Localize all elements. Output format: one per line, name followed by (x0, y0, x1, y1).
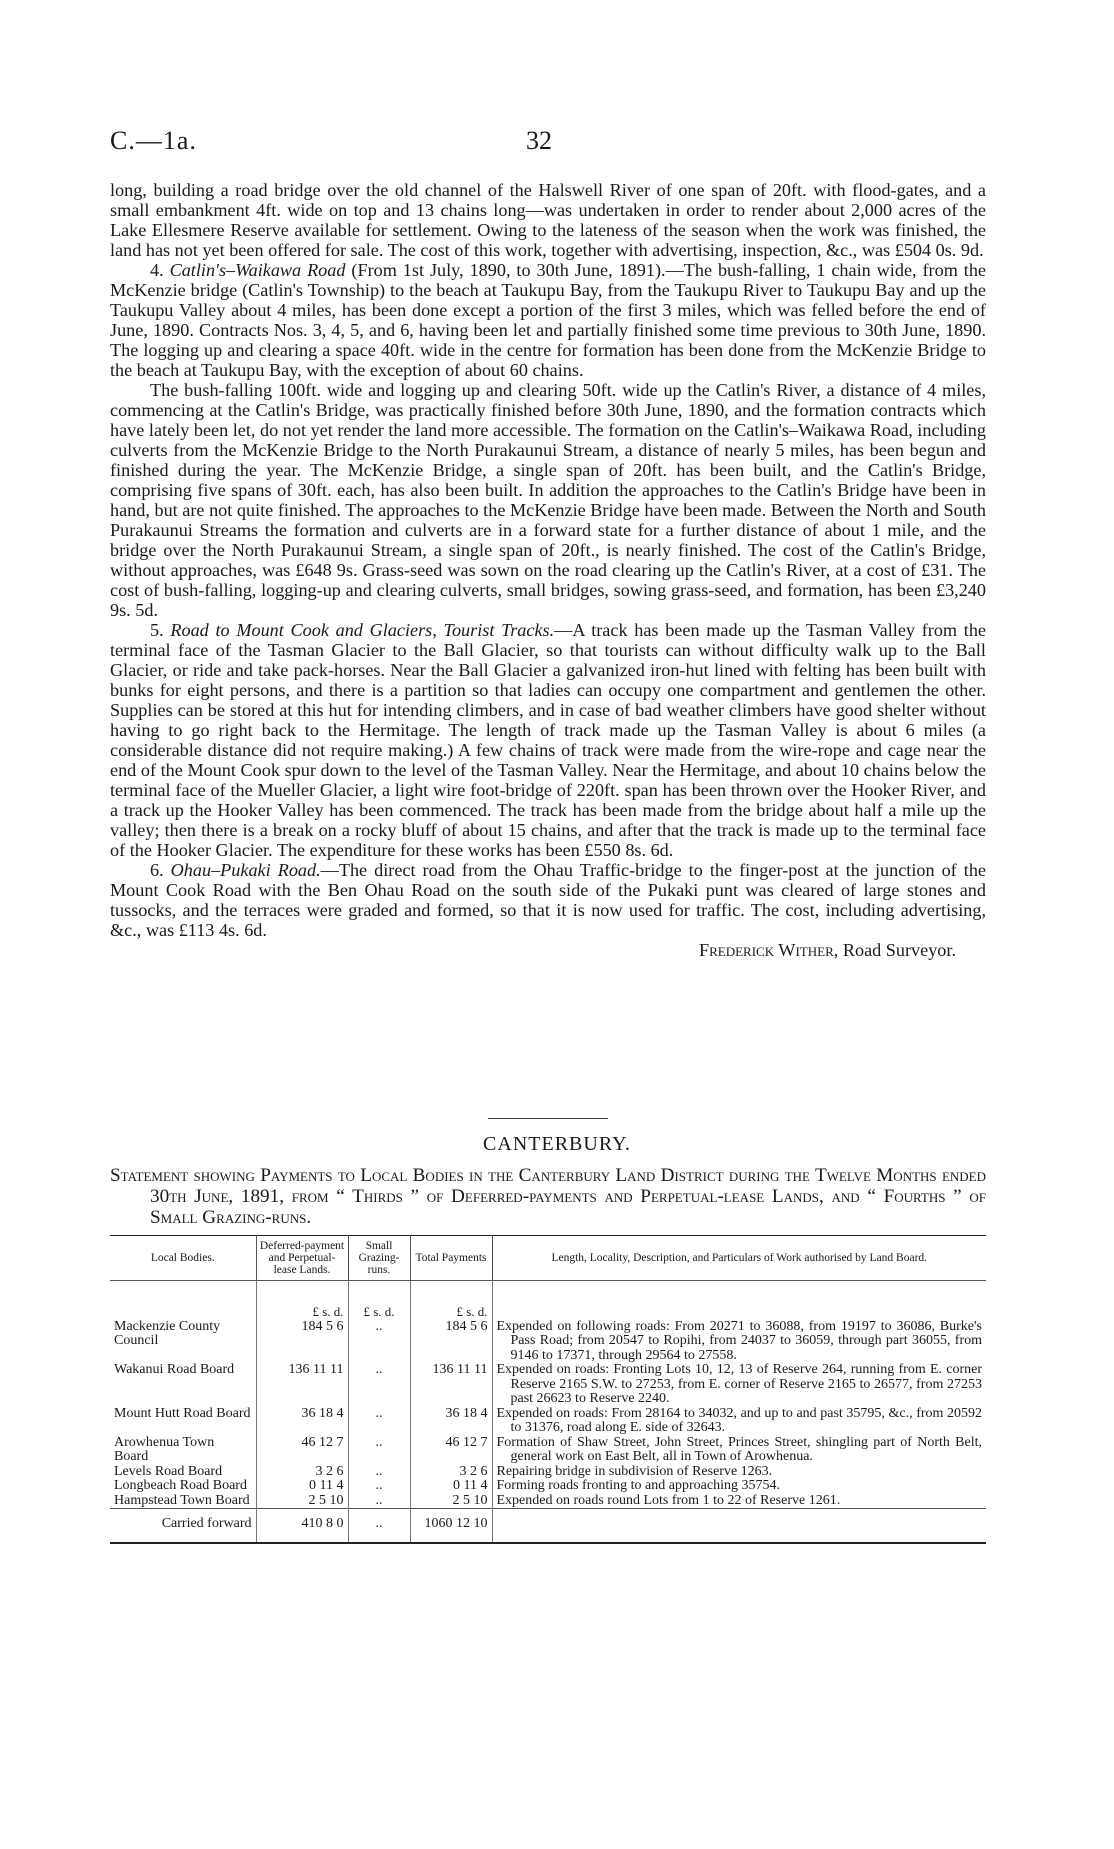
carried-forward-label: Carried forward (110, 1509, 256, 1543)
paragraph-halswell: long, building a road bridge over the old channel of the Halswell River of one span of 20ft. with flood-gates, and a small embankment 4ft. wide on top and 13 chains long—was undertaken in order to render about 2,000 acres of the Lake Ellesmere Reserve available for settlement. Owing to the lateness of the season when the work was finished, the land has not yet been offered for sale. The cost of this work, together with advertising, inspection, &c., was £504 0s. 9d. (110, 180, 986, 260)
work-description-text: Repairing bridge in subdivision of Reserve 1263. (496, 1463, 773, 1479)
paragraph-catlins (110, 260, 986, 380)
table-row (110, 1436, 986, 1465)
local-body: Mount Hutt Road Board (110, 1407, 256, 1436)
col-header-small-grazing: Small Grazing-runs. (348, 1236, 410, 1281)
signature-name: Frederick Wither (698, 940, 834, 960)
paragraph-text: (From 1st July, 1890, to 30th June, 1891).—The bush-falling, 1 chain wide, from the McKenzie bridge (Catlin's Township) to the beach at Taukupu Bay, from the Taukupu River to Taukupu Bay and up the Taukupu Valley about 4 miles, has been done except a portion of the first 3 miles, which was felled before the end of June, 1890. Contracts Nos. 3, 4, 5, and 6, having been let and partially finished some time previous to 30th June, 1890. The logging up and clearing a space 40ft. wide in the centre for formation has been done from the McKenzie Bridge to the beach at Taukupu Bay, with the exception of about 60 chains. (110, 260, 987, 380)
total-amount: 2 5 10 (410, 1494, 492, 1509)
payments-table (110, 1235, 986, 1544)
carried-forward-row (110, 1509, 986, 1543)
statement-heading (110, 1165, 986, 1228)
work-description (492, 1363, 986, 1407)
document-reference: C.—1a. (110, 126, 197, 155)
work-description-text: Formation of Shaw Street, John Street, Princes Street, shingling part of North Belt, general work on East Belt, all in Town of Arowhenua. (496, 1434, 982, 1464)
units-deferred: £ s. d. (256, 1281, 348, 1320)
small-grazing-amount: .. (348, 1436, 410, 1465)
page-number: 32 (526, 126, 552, 155)
work-description-text: Expended on following roads: From 20271 to 36088, from 19197 to 36086, Burke's Pass Road; from 20547 to Ropihi, from 24037 to 36059, through part 36055, from 9146 to 17371, through 29564 to 27558. (496, 1318, 982, 1363)
units-desc-blank (492, 1281, 986, 1320)
deferred-amount: 184 5 6 (256, 1320, 348, 1364)
road-title: Catlin's–Waikawa Road (169, 260, 346, 280)
work-description-text: Expended on roads: Fronting Lots 10, 12, 13 of Reserve 264, running from E. corner Reserve 2165 S.W. to 27253, from E. corner of Reserve 2165 to 26577, from 27253 past 26623 to Reserve 2240. (496, 1362, 982, 1406)
signature (110, 940, 956, 960)
item-number: 6. (150, 860, 171, 880)
units-small: £ s. d. (348, 1281, 410, 1320)
local-body: Longbeach Road Board (110, 1479, 256, 1494)
deferred-amount: 2 5 10 (256, 1494, 348, 1509)
table-row (110, 1479, 986, 1494)
section-title: CANTERBURY. (483, 1133, 631, 1155)
units-row (110, 1281, 986, 1320)
col-header-local-bodies: Local Bodies. (110, 1236, 256, 1281)
work-description (492, 1494, 986, 1509)
report-body (110, 180, 986, 960)
small-grazing-amount: .. (348, 1465, 410, 1480)
table-row (110, 1363, 986, 1407)
local-body: Levels Road Board (110, 1465, 256, 1480)
deferred-amount: 0 11 4 (256, 1479, 348, 1494)
table-row (110, 1407, 986, 1436)
section-divider (488, 1118, 608, 1119)
paragraph-mount-cook (110, 620, 986, 860)
item-number: 5. (150, 620, 171, 640)
table-header-row (110, 1236, 986, 1281)
statement-text: showing Payments to Local Bodies in the Canterbury Land District during the Twelve Months ended 30th June, 1891, from “ Thirds ” of Deferred-payments and Perpetual-lease Lands, and “ Fourths ” of Small Grazing-runs. (150, 1165, 986, 1228)
total-amount: 136 11 11 (410, 1363, 492, 1407)
local-body: Arowhenua Town Board (110, 1436, 256, 1465)
total-amount: 0 11 4 (410, 1479, 492, 1494)
col-header-total: Total Payments (410, 1236, 492, 1281)
total-amount: 36 18 4 (410, 1407, 492, 1436)
table-row (110, 1465, 986, 1480)
road-title: Ohau–Pukaki Road. (170, 860, 321, 880)
carried-deferred: 410 8 0 (256, 1509, 348, 1543)
total-amount: 46 12 7 (410, 1436, 492, 1465)
work-description-text: Expended on roads round Lots from 1 to 22 of Reserve 1261. (496, 1492, 841, 1508)
work-description-text: Forming roads fronting to and approaching 35754. (496, 1478, 780, 1493)
carried-total: 1060 12 10 (410, 1509, 492, 1543)
small-grazing-amount: .. (348, 1363, 410, 1407)
local-body: Mackenzie County Council (110, 1320, 256, 1364)
deferred-amount: 136 11 11 (256, 1363, 348, 1407)
work-description (492, 1436, 986, 1465)
work-description (492, 1320, 986, 1364)
deferred-amount: 46 12 7 (256, 1436, 348, 1465)
local-body: Hampstead Town Board (110, 1494, 256, 1509)
road-title: Road to Mount Cook and Glaciers, Tourist Tracks. (170, 620, 555, 640)
carried-small: .. (348, 1509, 410, 1543)
small-grazing-amount: .. (348, 1407, 410, 1436)
paragraph-text: —A track has been made up the Tasman Valley from the terminal face of the Tasman Glacier to the Ball Glacier, so that tourists can without difficulty walk up to the Ball Glacier, or ride and take pack-horses. Near the Ball Glacier a galvanized iron-hut lined with felting has been built with bunks for eight persons, and there is a partition so that ladies can occupy one compartment and gentlemen the other. Supplies can be stored at this hut for intending climbers, and in case of bad weather climbers have good shelter without having to go right back to the Hermitage. The length of track made up the Tasman Valley is about 6 miles (a considerable distance did not require making.) A few chains of track were made from the wire-rope and cage near the end of the Mount Cook spur down to the level of the Tasman Valley. Near the Hermitage, and about 10 chains below the terminal face of the Mueller Glacier, a light wire foot-bridge of 220ft. span has been thrown over the Hooker River, and a track up the Hooker Valley has been commenced. The track has been made from the bridge about half a mile up the valley; then there is a break on a rocky bluff of about 15 chains, and after that the track is made up to the terminal face of the Hooker Glacier. The expenditure for these works has been £550 8s. 6d. (110, 620, 987, 860)
paragraph-bush-falling: The bush-falling 100ft. wide and logging up and clearing 50ft. wide up the Catlin's River, a distance of 4 miles, commencing at the Catlin's Bridge, was practically finished before 30th June, 1890, and the formation contracts which have lately been let, do not yet render the land more accessible. The formation on the Catlin's–Waikawa Road, including culverts from the McKenzie Bridge to the North Purakaunui Stream, a distance of nearly 5 miles, has been begun and finished during the year. The McKenzie Bridge, a single span of 20ft. has been built, and the Catlin's Bridge, comprising five spans of 30ft. each, has also been built. In addition the approaches to the Catlin's Bridge have been in hand, but are not quite finished. The approaches to the McKenzie Bridge have been made. Between the North and South Purakaunui Streams the formation and culverts are in a forward state for a further distance of about 1 mile, and the bridge over the North Purakaunui Stream, a single span of 20ft., is nearly finished. The cost of the Catlin's Bridge, without approaches, was £648 9s. Grass-seed was sown on the road clearing up the Catlin's River, at a cost of £31. The cost of bush-falling, logging-up and clearing culverts, small bridges, sowing grass-seed, and formation, has been £3,240 9s. 5d. (110, 380, 986, 620)
col-header-description: Length, Locality, Description, and Particulars of Work authorised by Land Board. (492, 1236, 986, 1281)
signature-title: , Road Surveyor. (833, 940, 956, 960)
statement-lead: Statement (110, 1165, 189, 1186)
small-grazing-amount: .. (348, 1479, 410, 1494)
small-grazing-amount: .. (348, 1494, 410, 1509)
paragraph-text: —The direct road from the Ohau Traffic-bridge to the finger-post at the junction of the Mount Cook Road with the Ben Ohau Road on the south side of the Pukaki punt was cleared of large stones and tussocks, and the terraces were graded and formed, so that it is now used for traffic. The cost, including advertising, &c., was £113 4s. 6d. (110, 860, 986, 940)
units-blank (110, 1281, 256, 1320)
paragraph-ohau-pukaki (110, 860, 986, 940)
local-body: Wakanui Road Board (110, 1363, 256, 1407)
units-total: £ s. d. (410, 1281, 492, 1320)
small-grazing-amount: .. (348, 1320, 410, 1364)
col-header-deferred: Deferred-payment and Perpetual-lease Lands. (256, 1236, 348, 1281)
work-description (492, 1479, 986, 1494)
total-amount: 3 2 6 (410, 1465, 492, 1480)
deferred-amount: 3 2 6 (256, 1465, 348, 1480)
table-row (110, 1494, 986, 1509)
deferred-amount: 36 18 4 (256, 1407, 348, 1436)
work-description (492, 1465, 986, 1480)
work-description (492, 1407, 986, 1436)
work-description-text: Expended on roads: From 28164 to 34032, and up to and past 35795, &c., from 20592 to 31376, road along E. side of 32643. (496, 1405, 982, 1435)
carried-desc-blank (492, 1509, 986, 1543)
item-number: 4. (150, 260, 170, 280)
total-amount: 184 5 6 (410, 1320, 492, 1364)
table-row (110, 1320, 986, 1364)
